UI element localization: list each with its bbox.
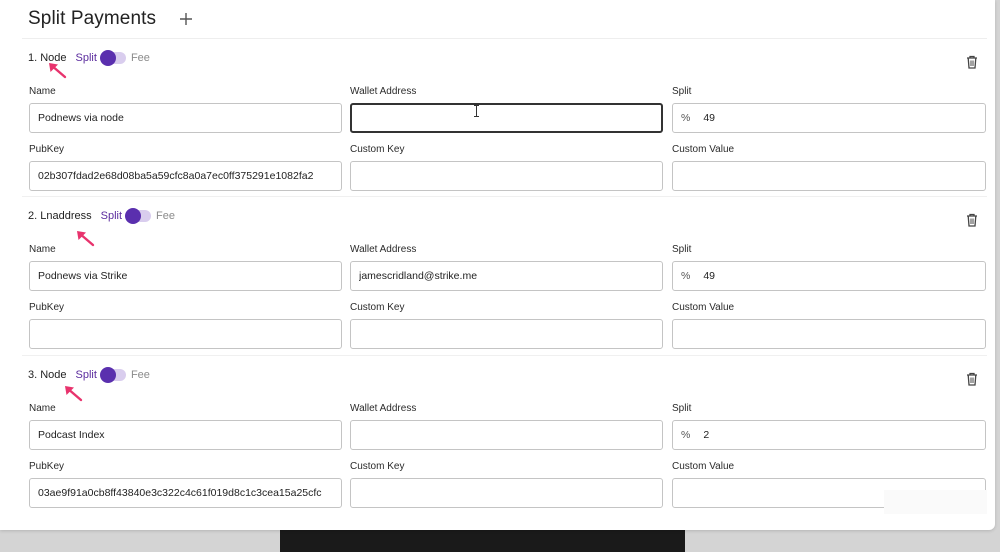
custom-value-label: Custom Value: [672, 461, 735, 472]
split-value: 49: [703, 270, 716, 282]
split-label: Split: [672, 403, 692, 414]
wallet-address-label: Wallet Address: [350, 244, 417, 255]
recipient-card-1: [0, 38, 995, 196]
wallet-value: jamescridland@strike.me: [359, 270, 478, 282]
wallet-address-label: Wallet Address: [350, 403, 417, 414]
fee-option-label[interactable]: Fee: [156, 210, 175, 222]
split-label: Split: [672, 86, 692, 97]
page-header: [28, 8, 196, 30]
name-value: Podnews via Strike: [38, 270, 128, 282]
name-input[interactable]: [29, 103, 342, 133]
custom-key-label: Custom Key: [350, 302, 405, 313]
custom-key-label: Custom Key: [350, 144, 405, 155]
split-fee-toggle[interactable]: [102, 369, 126, 381]
custom-value-label: Custom Value: [672, 144, 735, 155]
split-option-label[interactable]: Split: [75, 52, 97, 64]
trash-icon[interactable]: [966, 213, 978, 227]
percent-prefix: %: [681, 112, 691, 124]
window-corner: [884, 490, 987, 514]
toggle-knob: [100, 367, 116, 383]
pubkey-label: PubKey: [29, 461, 65, 472]
plus-icon: [180, 13, 192, 25]
split-label: Split: [672, 244, 692, 255]
recipient-card-3: [0, 355, 995, 513]
pubkey-input[interactable]: [29, 161, 342, 191]
name-label: Name: [29, 244, 56, 255]
pubkey-value: 02b307fdad2e68d08ba5a59cfc8a0a7ec0ff375291e1082fa2: [38, 170, 314, 182]
pubkey-label: PubKey: [29, 144, 65, 155]
text-cursor-icon: [474, 105, 479, 117]
custom-value-input[interactable]: [672, 319, 986, 349]
split-input[interactable]: [672, 420, 986, 450]
split-input[interactable]: [672, 261, 986, 291]
pubkey-label: PubKey: [29, 302, 65, 313]
trash-icon[interactable]: [966, 372, 978, 386]
wallet-address-input[interactable]: [350, 103, 663, 133]
taskbar-strip: [280, 530, 685, 552]
recipient-title: 1. Node: [28, 52, 67, 64]
fee-option-label[interactable]: Fee: [130, 369, 150, 381]
wallet-address-label: Wallet Address: [350, 86, 417, 97]
trash-icon[interactable]: [966, 55, 978, 69]
split-input[interactable]: [672, 103, 986, 133]
recipient-card-2: [0, 196, 995, 354]
recipient-title: 3. Node: [28, 369, 67, 381]
custom-key-input[interactable]: [350, 319, 663, 349]
name-value: Podnews via node: [38, 112, 124, 124]
pubkey-input[interactable]: [29, 319, 342, 349]
split-option-label[interactable]: Split: [75, 369, 97, 381]
split-fee-toggle[interactable]: [127, 210, 151, 222]
page-title: Split Payments: [28, 8, 157, 29]
recipient-header: [28, 210, 175, 222]
custom-key-input[interactable]: [350, 478, 663, 508]
split-value: 2: [703, 429, 710, 441]
fee-option-label[interactable]: Fee: [130, 52, 150, 64]
name-input[interactable]: [29, 261, 342, 291]
custom-key-input[interactable]: [350, 161, 663, 191]
name-value: Podcast Index: [38, 429, 105, 441]
toggle-knob: [100, 50, 116, 66]
wallet-address-input[interactable]: [350, 261, 663, 291]
pubkey-value: 03ae9f91a0cb8ff43840e3c322c4c61f019d8c1c3cea15a25cfc: [38, 487, 322, 499]
annotation-arrow-icon: [46, 60, 68, 80]
recipient-divider: [22, 196, 987, 197]
annotation-arrow-icon: [62, 383, 84, 403]
name-input[interactable]: [29, 420, 342, 450]
recipient-header: [28, 369, 150, 381]
name-label: Name: [29, 403, 56, 414]
toggle-knob: [125, 208, 141, 224]
recipient-title: 2. Lnaddress: [28, 210, 92, 222]
custom-value-input[interactable]: [672, 161, 986, 191]
wallet-address-input[interactable]: [350, 420, 663, 450]
split-value: 49: [703, 112, 716, 124]
add-recipient-button[interactable]: [176, 9, 196, 29]
custom-key-label: Custom Key: [350, 461, 405, 472]
pubkey-input[interactable]: [29, 478, 342, 508]
name-label: Name: [29, 86, 56, 97]
split-option-label[interactable]: Split: [100, 210, 123, 222]
percent-prefix: %: [681, 429, 691, 441]
percent-prefix: %: [681, 270, 691, 282]
custom-value-label: Custom Value: [672, 302, 735, 313]
split-fee-toggle[interactable]: [102, 52, 126, 64]
recipient-divider: [22, 355, 987, 356]
